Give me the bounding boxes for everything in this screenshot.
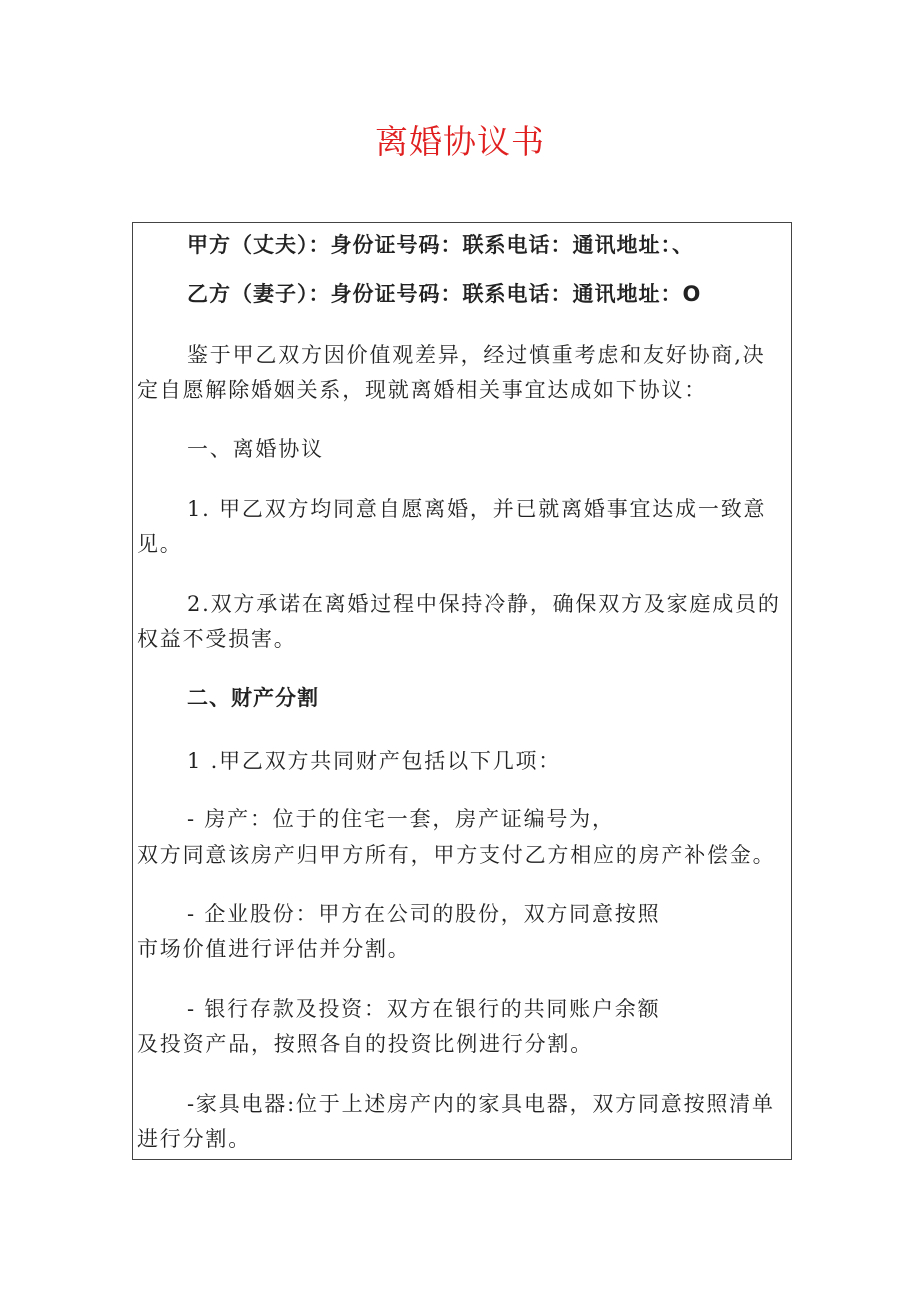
party-a-line: 甲方（丈夫）：身份证号码：联系电话：通讯地址：、 <box>187 233 694 257</box>
section2-item1: 1 .甲乙双方共同财产包括以下几项： <box>187 749 562 773</box>
preamble-line-2: 定自愿解除婚姻关系，现就离婚相关事宜达成如下协议： <box>137 378 707 402</box>
section1-item1-line2: 见。 <box>137 532 183 556</box>
section1-heading: 一、离婚协议 <box>187 437 324 461</box>
furniture-line2: 进行分割。 <box>137 1127 251 1151</box>
document-title: 离婚协议书 <box>375 122 545 161</box>
shares-line2: 市场价值进行评估并分割。 <box>137 937 411 961</box>
section1-item1-line1: 1. 甲乙双方均同意自愿离婚，并已就离婚事宜达成一致意 <box>187 497 767 521</box>
agreement-body <box>132 222 792 1160</box>
furniture-line1: -家具电器:位于上述房产内的家具电器，双方同意按照清单 <box>187 1092 775 1116</box>
preamble-line-1: 鉴于甲乙双方因价值观差异，经过慎重考虑和友好协商,决 <box>187 343 766 367</box>
house-line2: 双方同意该房产归甲方所有，甲方支付乙方相应的房产补偿金。 <box>137 843 776 867</box>
shares-line1: - 企业股份：甲方在公司的股份，双方同意按照 <box>187 902 661 926</box>
section1-item2-line1: 2.双方承诺在离婚过程中保持冷静，确保双方及家庭成员的 <box>187 592 781 616</box>
savings-line2: 及投资产品，按照各自的投资比例进行分割。 <box>137 1032 593 1056</box>
house-line1: - 房产：位于的住宅一套，房产证编号为， <box>187 807 615 831</box>
savings-line1: - 银行存款及投资：双方在银行的共同账户余额 <box>187 997 661 1021</box>
section1-item2-line2: 权益不受损害。 <box>137 627 297 651</box>
section2-heading: 二、财产分割 <box>187 686 319 710</box>
party-b-line: 乙方（妻子）：身份证号码：联系电话：通讯地址：O <box>187 282 702 306</box>
